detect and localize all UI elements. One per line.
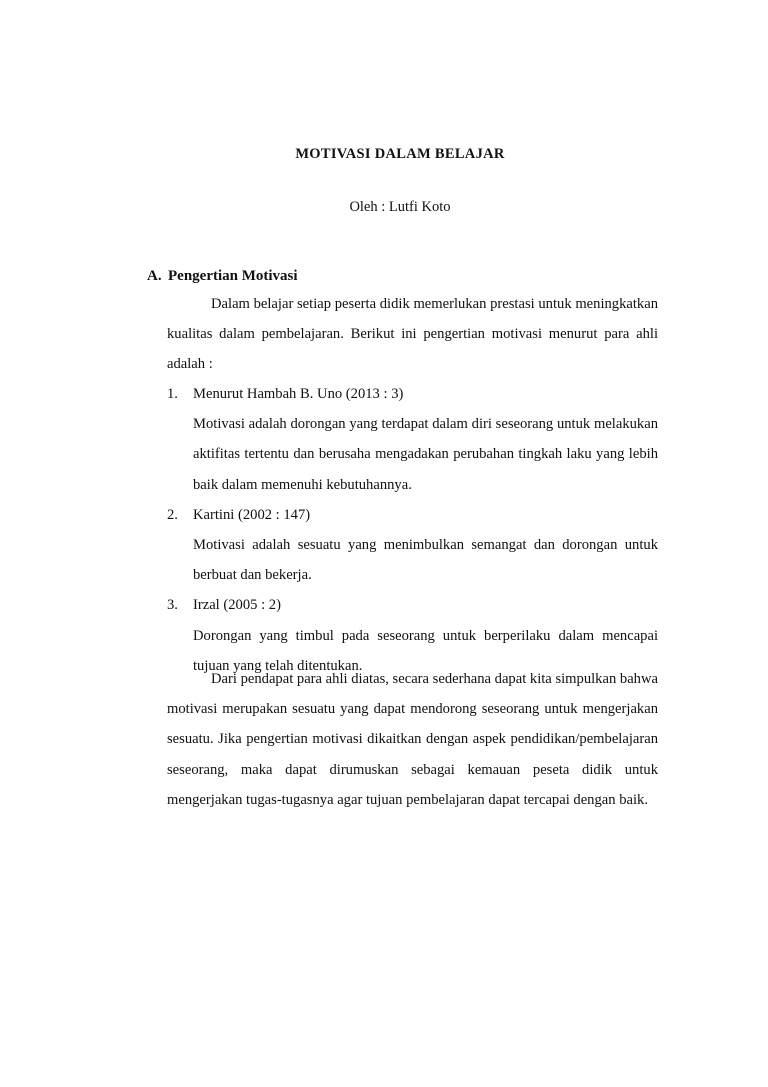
author-line: Oleh : Lutfi Koto [349,199,451,215]
definition-source: Irzal (2005 : 2) [193,597,281,614]
definition-item [167,379,658,500]
intro-paragraph-block [167,289,658,380]
definition-text: Motivasi adalah dorongan yang terdapat dalam diri seseorang untuk melakukan aktifitas tertentu dan berusaha mengadakan perubahan tingkah laku yang lebih baik dalam memenuhi kebutuhannya. [193,416,658,493]
conclusion-paragraph: Dari pendapat para ahli diatas, secara sederhana dapat kita simpulkan bahwa motivasi merupakan sesuatu yang dapat mendorong seseorang untuk mengerjakan sesuatu. Jika pengertian motivasi dikaitkan dengan aspek pendidikan/pembelajaran seseorang, maka dapat dirumuskan sebagai kemauan peseta didik untuk mengerjakan tugas-tugasnya agar tujuan pembelajaran dapat tercapai dengan baik. [167,671,658,808]
definitions-list [167,379,658,681]
conclusion-paragraph-block [167,664,658,815]
definition-text: Dorongan yang timbul pada seseorang untuk berperilaku dalam mencapai tujuan yang telah ditentukan. [193,627,658,674]
intro-paragraph: Dalam belajar setiap peserta didik memerlukan prestasi untuk meningkatkan kualitas dalam pembelajaran. Berikut ini pengertian motivasi menurut para ahli adalah : [167,296,658,373]
document-title: MOTIVASI DALAM BELAJAR [295,146,505,162]
definition-item [167,500,658,591]
section-heading [147,268,298,285]
definition-source: Kartini (2002 : 147) [193,506,311,523]
definition-text: Motivasi adalah sesuatu yang menimbulkan semangat dan dorongan untuk berbuat dan bekerja. [193,537,658,584]
section-letter: A. [147,268,162,284]
definition-source: Menurut Hambah B. Uno (2013 : 3) [193,386,404,402]
definition-number: 2. [167,506,178,523]
section-heading-text: Pengertian Motivasi [168,268,298,284]
definition-number: 3. [167,597,178,614]
definition-number: 1. [167,386,178,402]
